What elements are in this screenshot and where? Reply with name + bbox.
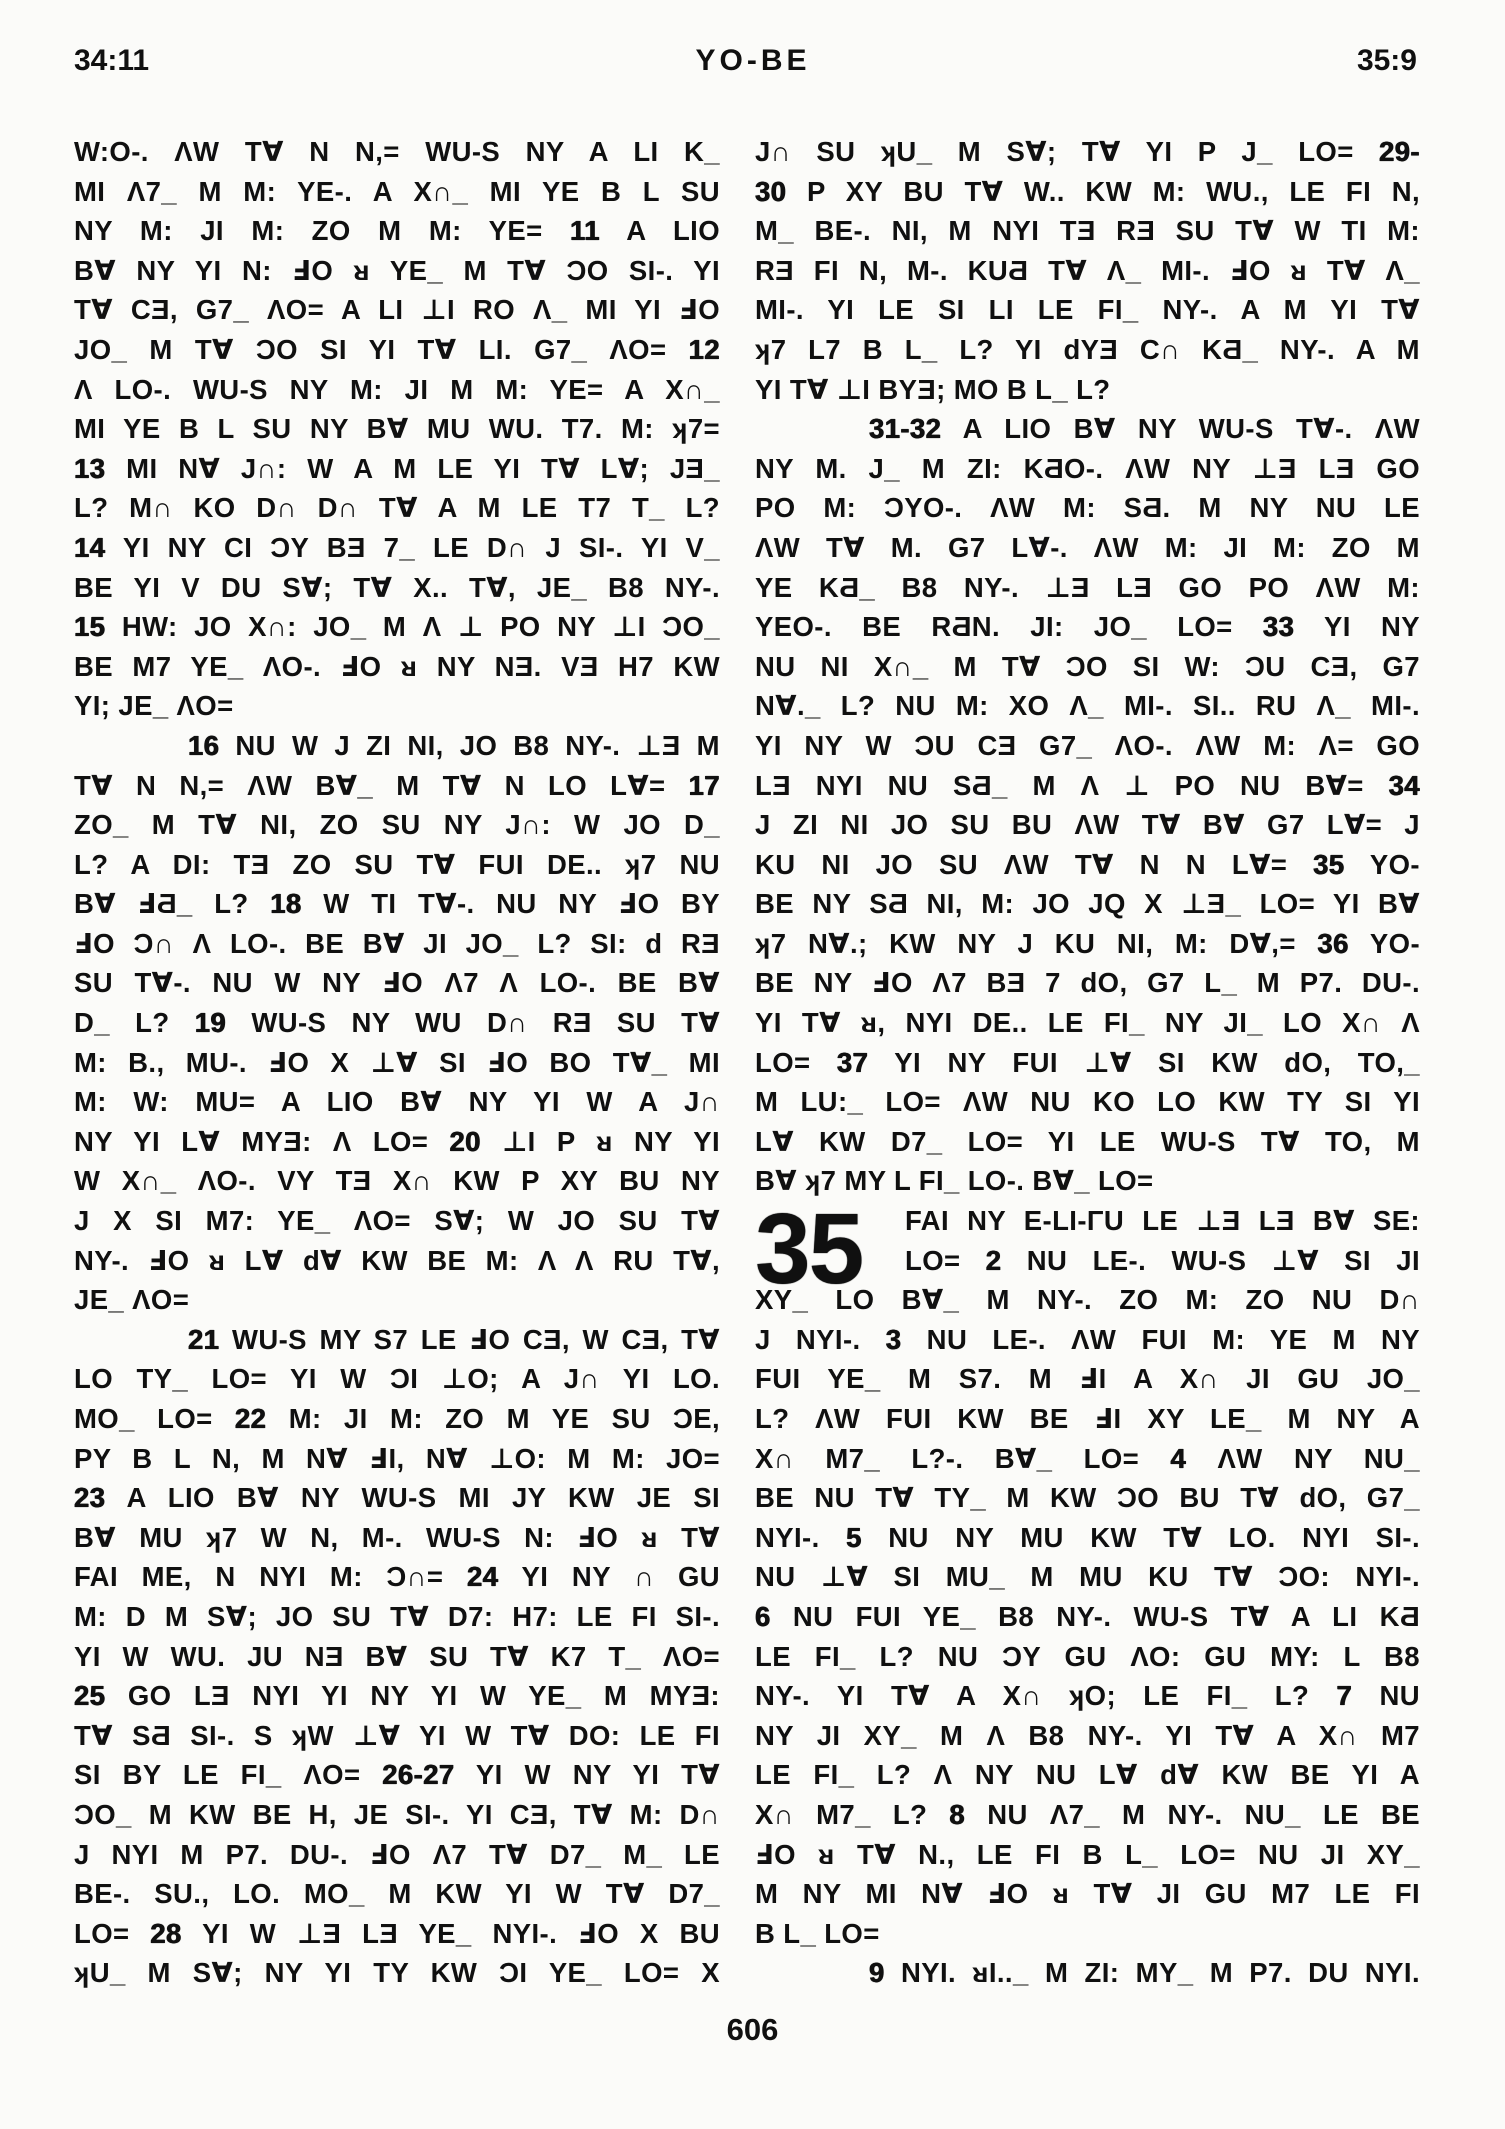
text-run: MI Λ7_ M M: YE-. A X∩_ MI YE B L SU: [74, 175, 720, 207]
text-run: ⊥I P ᴚ NY YI: [480, 1125, 720, 1157]
text-run: FAI NY E-LI-ΓU LE ⊥Ǝ LƎ B∀ SE:: [905, 1205, 1420, 1237]
text-run: LO=: [74, 1917, 151, 1949]
page-footer: [0, 2012, 1505, 2048]
text-run: D_ L?: [74, 1007, 195, 1039]
text-run: YE KƋ_ B8 NY-. ⊥Ǝ LƎ GO PO ΛW M:: [755, 571, 1420, 603]
text-line: [74, 726, 720, 766]
text-line: [755, 1320, 1420, 1360]
text-line: [74, 686, 720, 726]
text-line: [74, 251, 720, 291]
text-run: LO=: [905, 1244, 986, 1276]
text-line: [755, 568, 1420, 608]
verse-number: 9: [869, 1957, 885, 1989]
text-run: BE NY SƋ NI, M: JO JQ X ⊥Ǝ_ LO= YI B∀: [755, 888, 1420, 920]
text-line: [74, 924, 720, 964]
text-line: [74, 409, 720, 449]
text-run: NY YI L∀ MYƎ: Λ LO=: [74, 1125, 450, 1157]
text-run: NY M: JI M: ZO M M: YE=: [74, 215, 571, 247]
text-run: LO TY_ LO= YI W ƆI ⊥O; A J∩ YI LO.: [74, 1363, 720, 1395]
text-line: [755, 1518, 1420, 1558]
text-line: [755, 449, 1420, 489]
text-run: W TI T∀-. NU NY ℲO BY: [301, 888, 720, 920]
text-run: A LIO B∀ NY WU-S MI JY KW JE SI: [105, 1482, 720, 1514]
text-line: [74, 488, 720, 528]
text-run: BE NU T∀ TY_ M KW ƆO BU T∀ dO, G7_: [755, 1482, 1420, 1514]
text-run: T∀ CƎ, G7_ ΛO= A LI ⊥I RO Λ_ MI YI ℲO: [74, 294, 720, 326]
text-run: LO=: [755, 1046, 837, 1078]
verse-number: 6: [755, 1600, 771, 1632]
text-run: LƎ NYI NU SƋ_ M Λ ⊥ PO NU B∀=: [755, 769, 1389, 801]
text-line: [74, 1835, 720, 1875]
chapter-number-dropcap: 35: [755, 1193, 863, 1306]
text-run: L? A DI: TƎ ZO SU T∀ FUI DE.. ʞ7 NU: [74, 848, 720, 880]
text-run: A LIO B∀ NY WU-S T∀-. ΛW: [941, 413, 1420, 445]
header-verse-ref-left: 34:11: [74, 44, 150, 77]
verse-number: 15: [74, 611, 106, 643]
text-run: ΛW T∀ M. G7 L∀-. ΛW M: JI M: ZO M: [755, 531, 1420, 563]
text-run: BE-. SU., LO. MO_ M KW YI W T∀ D7_: [74, 1878, 720, 1910]
text-line: [755, 1716, 1420, 1756]
text-run: YI NY W ƆU CƎ G7_ ΛO-. ΛW M: Λ= GO: [755, 729, 1420, 761]
text-run: ΛW NY NU_: [1186, 1442, 1420, 1474]
verse-number: 3: [885, 1323, 902, 1355]
verse-number: 37: [836, 1046, 869, 1078]
text-run: ʞ7 N∀.; KW NY J KU NI, M: D∀,=: [755, 927, 1318, 959]
text-run: YI T∀ ᴚ, NYI DE.. LE FI_ NY JI_ LO X∩ Λ: [755, 1007, 1420, 1039]
text-run: PO M: ƆYO-. ΛW M: SƋ. M NY NU LE: [755, 492, 1420, 524]
text-line: [755, 132, 1420, 172]
verse-number: 21: [188, 1323, 220, 1355]
verse-number: 4: [1170, 1442, 1187, 1474]
text-run: W X∩_ ΛO-. VY TƎ X∩ KW P XY BU NY: [74, 1165, 720, 1197]
text-line: [74, 1716, 720, 1756]
text-run: YI NY ∩ GU: [498, 1561, 720, 1593]
text-line: [755, 1439, 1420, 1479]
text-run: ʞ7 L7 B L_ L? YI dYƎ C∩ KƋ_ NY-. A M: [755, 333, 1420, 365]
text-line: [755, 1359, 1420, 1399]
verse-number: 24: [467, 1561, 499, 1593]
text-run: RƎ FI N, M-. KUƋ T∀ Λ_ MI-. ℲO ᴚ T∀ Λ_: [755, 254, 1420, 286]
text-run: MI-. YI LE SI LI LE FI_ NY-. A M YI T∀: [755, 294, 1420, 326]
left-text-column: [74, 132, 720, 1993]
text-run: X∩ M7_ L?: [755, 1798, 950, 1830]
text-run: A LIO: [599, 215, 720, 247]
text-line: [74, 1320, 720, 1360]
text-run: B∀ MU ʞ7 W N, M-. WU-S N: ℲO ᴚ T∀: [74, 1521, 720, 1553]
page-number: 606: [726, 2012, 779, 2047]
text-run: Λ LO-. WU-S NY M: JI M M: YE= A X∩_: [74, 373, 720, 405]
text-line: [74, 1478, 720, 1518]
text-line: [755, 528, 1420, 568]
text-line: [74, 1795, 720, 1835]
text-run: BE M7 YE_ ΛO-. ℲO ᴚ NY NƎ. VƎ H7 KW: [74, 650, 720, 682]
text-line: [755, 1755, 1420, 1795]
text-line: [755, 409, 1420, 449]
verse-number: 30: [755, 175, 787, 207]
text-run: NY JI XY_ M Λ B8 NY-. YI T∀ A X∩ M7: [755, 1719, 1420, 1751]
text-line: [74, 1359, 720, 1399]
text-line: [74, 1043, 720, 1083]
text-line: [74, 1122, 720, 1162]
text-run: ƆO_ M KW BE H, JE SI-. YI CƎ, T∀ M: D∩: [74, 1798, 720, 1830]
text-line: [74, 1637, 720, 1677]
text-line: [755, 963, 1420, 1003]
verse-number: 19: [194, 1007, 227, 1039]
verse-number: 13: [74, 452, 106, 484]
text-line: [74, 1518, 720, 1558]
text-run: NYI-.: [755, 1521, 847, 1553]
text-line: [755, 1676, 1420, 1716]
text-line: [74, 963, 720, 1003]
text-run: NU W J ZI NI, JO B8 NY-. ⊥Ǝ M: [219, 729, 720, 761]
verse-number: 14: [74, 531, 106, 563]
text-line: [755, 924, 1420, 964]
text-run: J NYI-.: [755, 1323, 886, 1355]
text-line: [74, 1557, 720, 1597]
text-run: BE YI V DU S∀; T∀ X.. T∀, JE_ B8 NY-.: [74, 571, 720, 603]
text-line: [755, 766, 1420, 806]
verse-number: 31-32: [869, 413, 942, 445]
text-line: [755, 1478, 1420, 1518]
text-run: NU NY MU KW T∀ LO. NYI SI-.: [861, 1521, 1420, 1553]
text-line: [755, 1835, 1420, 1875]
text-line: [755, 1874, 1420, 1914]
verse-number: 23: [74, 1482, 106, 1514]
text-line: [755, 290, 1420, 330]
text-line: [755, 1557, 1420, 1597]
text-run: YI T∀ ⊥I BYƎ; MO B L_ L?: [755, 373, 1111, 405]
text-run: ℲO ᴚ T∀ N., LE FI B L_ LO= NU JI XY_: [755, 1838, 1420, 1870]
text-run: YO-: [1344, 848, 1420, 880]
text-run: J ZI NI JO SU BU ΛW T∀ B∀ G7 L∀= J: [755, 809, 1420, 841]
text-line: [74, 132, 720, 172]
text-line: [755, 845, 1420, 885]
text-run: M_ BE-. NI, M NYI TƎ RƎ SU T∀ W TI M:: [755, 215, 1420, 247]
text-run: WU-S MY S7 LE ℲO CƎ, W CƎ, T∀: [219, 1323, 720, 1355]
text-line: [74, 1755, 720, 1795]
text-line: [74, 528, 720, 568]
verse-number: 36: [1317, 927, 1349, 959]
text-line: [74, 607, 720, 647]
text-run: YI; JE_ ΛO=: [74, 690, 234, 722]
text-run: L? M∩ KO D∩ D∩ T∀ A M LE T7 T_ L?: [74, 492, 720, 524]
text-line: [755, 1597, 1420, 1637]
text-line: [755, 1953, 1420, 1993]
text-line: [74, 805, 720, 845]
verse-number: 7: [1336, 1680, 1353, 1712]
text-run: HW: JO X∩: JO_ M Λ ⊥ PO NY ⊥I ƆO_: [105, 611, 720, 643]
text-run: J NYI M P7. DU-. ℲO Λ7 T∀ D7_ M_ LE: [74, 1838, 720, 1870]
text-run: M: B., MU-. ℲO X ⊥∀ SI ℲO BO T∀_ MI: [74, 1046, 720, 1078]
text-line: [905, 1241, 1420, 1281]
verse-number: 25: [74, 1680, 106, 1712]
text-run: NU LE-. ΛW FUI M: YE M NY: [901, 1323, 1420, 1355]
verse-number: 35: [1313, 848, 1345, 880]
page-header: [0, 0, 1505, 78]
text-run: KU NI JO SU ΛW T∀ N N L∀=: [755, 848, 1314, 880]
text-line: [74, 1161, 720, 1201]
text-line: [74, 330, 720, 370]
text-line: [74, 1914, 720, 1954]
text-line: [755, 1003, 1420, 1043]
text-line: [74, 1082, 720, 1122]
text-run: YI NY: [1294, 611, 1420, 643]
text-run: YEO-. BE RƋN. JI: JO_ LO=: [755, 611, 1263, 643]
header-verse-ref-right: 35:9: [1356, 44, 1417, 77]
text-run: J X SI M7: YE_ ΛO= S∀; W JO SU T∀: [74, 1205, 720, 1237]
text-line: [755, 805, 1420, 845]
text-run: W:O-. ΛW T∀ N N,= WU-S NY A LI K_: [74, 136, 720, 167]
text-run: JO_ M T∀ ƆO SI YI T∀ LI. G7_ ΛO=: [74, 333, 689, 365]
verse-number: 33: [1262, 611, 1295, 643]
text-line: [755, 647, 1420, 687]
text-run: T∀ N N,= ΛW B∀_ M T∀ N LO L∀=: [74, 769, 689, 801]
text-line: [755, 607, 1420, 647]
text-line: [755, 1122, 1420, 1162]
text-line: [755, 211, 1420, 251]
text-run: YI W WU. JU NƎ B∀ SU T∀ K7 T_ ΛO=: [74, 1640, 720, 1672]
text-line: [905, 1201, 1420, 1241]
text-run: PY B L N, M N∀ ℲI, N∀ ⊥O: M M: JO=: [74, 1442, 720, 1474]
text-line: [74, 211, 720, 251]
text-line: [74, 568, 720, 608]
text-line: [755, 686, 1420, 726]
text-run: ZO_ M T∀ NI, ZO SU NY J∩: W JO D_: [74, 809, 720, 841]
text-run: B∀ NY YI N: ℲO ᴚ YE_ M T∀ ƆO SI-. YI: [74, 254, 720, 286]
text-run: B L_ LO=: [755, 1917, 880, 1949]
right-text-column: [755, 132, 1420, 1993]
text-line: [74, 845, 720, 885]
text-run: XY_ LO B∀_ M NY-. ZO M: ZO NU D∩: [755, 1284, 1420, 1316]
text-run: NY-. ℲO ᴚ L∀ d∀ KW BE M: Λ Λ RU T∀,: [74, 1244, 720, 1276]
verse-number: 11: [570, 215, 600, 247]
text-line: [755, 1637, 1420, 1677]
text-line: [74, 1241, 720, 1281]
text-line: [74, 1874, 720, 1914]
text-run: NY M. J_ M ZI: KƋO-. ΛW NY ⊥Ǝ LƎ GO: [755, 452, 1420, 484]
text-line: [74, 647, 720, 687]
text-run: M: JI M: ZO M YE SU ƆE,: [266, 1403, 720, 1434]
text-line: [755, 1914, 1420, 1954]
text-line: [755, 1082, 1420, 1122]
text-run: ʞU_ M S∀; NY YI TY KW ƆI YE_ LO= X: [74, 1957, 720, 1989]
text-run: MI N∀ J∩: W A M LE YI T∀ L∀; JƎ_: [105, 452, 720, 484]
text-run: M: D M S∀; JO SU T∀ D7: H7: LE FI SI-.: [74, 1600, 720, 1632]
text-run: ℲO Ɔ∩ Λ LO-. BE B∀ JI JO_ L? SI: d RƎ: [74, 927, 720, 959]
text-line: [74, 449, 720, 489]
text-line: [755, 726, 1420, 766]
text-run: YO-: [1348, 927, 1420, 959]
text-line: [74, 884, 720, 924]
text-run: T∀ SƋ SI-. S ʞW ⊥∀ YI W T∀ DO: LE FI: [74, 1719, 720, 1751]
text-run: YI NY FUI ⊥∀ SI KW dO, TO,_: [868, 1046, 1420, 1078]
text-run: YI W ⊥Ǝ LƎ YE_ NYI-. ℲO X BU: [181, 1917, 720, 1949]
verse-number: 5: [846, 1521, 862, 1553]
text-run: NU Λ7_ M NY-. NU_ LE BE: [965, 1798, 1420, 1830]
text-line: [74, 1003, 720, 1043]
verse-number: 28: [150, 1917, 182, 1949]
text-line: [74, 1439, 720, 1479]
text-line: [74, 370, 720, 410]
text-run: MO_ LO=: [74, 1403, 235, 1434]
header-book-title: YO-BE: [695, 44, 811, 77]
verse-number: 18: [270, 888, 302, 920]
text-run: FAI ME, N NYI M: Ɔ∩=: [74, 1561, 467, 1593]
text-line: [74, 1399, 720, 1439]
text-run: NYI. ᴚI.._ M ZI: MY_ M P7. DU NYI.: [884, 1957, 1420, 1989]
text-run: JE_ ΛO=: [74, 1284, 190, 1316]
text-run: L∀ KW D7_ LO= YI LE WU-S T∀ TO, M: [755, 1125, 1420, 1157]
text-run: L? ΛW FUI KW BE ℲI XY LE_ M NY A: [755, 1403, 1420, 1434]
verse-number: 34: [1388, 769, 1420, 801]
text-run: SU T∀-. NU W NY ℲO Λ7 Λ LO-. BE B∀: [74, 967, 720, 999]
text-line: [74, 1597, 720, 1637]
text-run: NU NI X∩_ M T∀ ƆO SI W: ƆU CƎ, G7: [755, 650, 1420, 682]
text-columns: [0, 132, 1505, 1993]
text-run: NU ⊥∀ SI MU_ M MU KU T∀ ƆO: NYI-.: [755, 1561, 1420, 1593]
verse-number: 12: [688, 333, 720, 365]
text-run: WU-S NY WU D∩ RƎ SU T∀: [226, 1007, 720, 1039]
text-run: NU LE-. WU-S ⊥∀ SI JI: [1001, 1244, 1420, 1276]
text-run: FUI YE_ M S7. M ℲI A X∩ JI GU JO_: [755, 1363, 1420, 1395]
text-run: GO LƎ NYI YI NY YI W YE_ M MYƎ:: [105, 1680, 720, 1712]
text-run: M: W: MU= A LIO B∀ NY YI W A J∩: [74, 1086, 720, 1118]
text-run: LE FI_ L? NU ƆY GU ΛO: GU MY: L B8: [755, 1640, 1420, 1672]
text-line: [755, 884, 1420, 924]
text-line: [74, 1676, 720, 1716]
verse-number: 2: [985, 1244, 1002, 1276]
verse-number: 16: [188, 729, 220, 761]
text-line: [74, 1280, 720, 1320]
text-line: [755, 330, 1420, 370]
text-run: X∩ M7_ L?-. B∀_ LO=: [755, 1442, 1171, 1474]
text-run: YI W NY YI T∀: [454, 1759, 720, 1791]
text-run: M NY MI N∀ ℲO ᴚ T∀ JI GU M7 LE FI: [755, 1878, 1420, 1910]
text-line: [755, 1043, 1420, 1083]
text-line: [755, 251, 1420, 291]
text-run: B∀ ʞ7 MY L FI_ LO-. B∀_ LO=: [755, 1165, 1154, 1197]
text-line: [74, 1201, 720, 1241]
text-run: B∀ ℲƋ_ L?: [74, 888, 271, 920]
text-run: N∀._ L? NU M: XO Λ_ MI-. SI.. RU Λ_ MI-.: [755, 690, 1420, 722]
text-run: MI YE B L SU NY B∀ MU WU. T7. M: ʞ7=: [74, 413, 720, 445]
verse-number: 26-27: [382, 1759, 455, 1791]
verse-number: 17: [688, 769, 720, 801]
text-line: [74, 290, 720, 330]
text-run: NU FUI YE_ B8 NY-. WU-S T∀ A LI KƋ: [770, 1600, 1420, 1632]
verse-number: 20: [449, 1125, 481, 1157]
text-run: SI BY LE FI_ ΛO=: [74, 1759, 383, 1791]
text-line: [74, 766, 720, 806]
text-run: P XY BU T∀ W.. KW M: WU., LE FI N,: [786, 175, 1420, 207]
text-run: M LU:_ LO= ΛW NU KO LO KW TY SI YI: [755, 1086, 1420, 1118]
text-line: [755, 1795, 1420, 1835]
text-run: LE FI_ L? Λ NY NU L∀ d∀ KW BE YI A: [755, 1759, 1420, 1791]
text-run: NY-. YI T∀ A X∩ ʞO; LE FI_ L?: [755, 1680, 1337, 1712]
text-run: YI NY CI ƆY BƎ 7_ LE D∩ J SI-. YI V_: [105, 531, 720, 563]
verse-number: 8: [949, 1798, 966, 1830]
text-line: [74, 1953, 720, 1993]
verse-number: 22: [234, 1403, 267, 1434]
text-run: NU: [1352, 1680, 1420, 1712]
text-run: J∩ SU ʞU_ M S∀; T∀ YI P J_ LO=: [755, 136, 1380, 167]
text-run: BE NY ℲO Λ7 BƎ 7 dO, G7 L_ M P7. DU-.: [755, 967, 1420, 999]
text-line: [74, 172, 720, 212]
text-line: [755, 488, 1420, 528]
text-line: [755, 172, 1420, 212]
text-line: [755, 370, 1420, 410]
verse-number: 29-: [1379, 136, 1420, 167]
text-line: [755, 1399, 1420, 1439]
